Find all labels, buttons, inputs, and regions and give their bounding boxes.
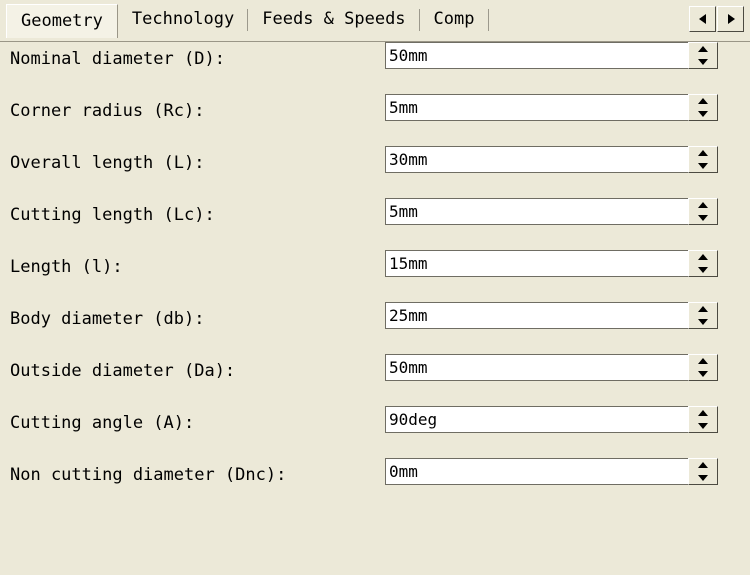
form-row-body-diameter (0, 302, 750, 354)
tab-geometry-label: Geometry (21, 11, 103, 31)
spinner-down-button[interactable] (689, 212, 717, 225)
field-overall-length (385, 146, 718, 173)
spinner-down-button[interactable] (689, 108, 717, 121)
spinner-down-button[interactable] (689, 160, 717, 173)
input-body-diameter[interactable] (385, 302, 688, 329)
spinner-nominal-diameter[interactable] (688, 42, 718, 69)
triangle-down-icon (698, 163, 708, 169)
spinner-corner-radius[interactable] (688, 94, 718, 121)
spinner-down-button[interactable] (689, 420, 717, 433)
form-row-overall-length (0, 146, 750, 198)
spinner-overall-length[interactable] (688, 146, 718, 173)
form-row-length (0, 250, 750, 302)
triangle-up-icon (698, 254, 708, 260)
label-cutting-length: Cutting length (Lc): (10, 205, 215, 225)
form-row-outside-diameter (0, 354, 750, 406)
label-body-diameter: Body diameter (db): (10, 309, 205, 329)
triangle-down-icon (698, 475, 708, 481)
tab-technology[interactable] (118, 4, 248, 35)
label-length: Length (l): (10, 257, 123, 277)
triangle-up-icon (698, 462, 708, 468)
tab-scroll-controls (688, 6, 744, 34)
input-cutting-length[interactable] (385, 198, 688, 225)
triangle-left-icon (699, 14, 706, 24)
input-outside-diameter[interactable] (385, 354, 688, 381)
spinner-outside-diameter[interactable] (688, 354, 718, 381)
label-nominal-diameter: Nominal diameter (D): (10, 49, 225, 69)
tab-technology-label: Technology (131, 9, 235, 29)
input-non-cutting-diameter[interactable] (385, 458, 688, 485)
spinner-down-button[interactable] (689, 472, 717, 485)
triangle-down-icon (698, 371, 708, 377)
field-cutting-angle (385, 406, 718, 433)
spinner-cutting-length[interactable] (688, 198, 718, 225)
spinner-length[interactable] (688, 250, 718, 277)
form-row-corner-radius (0, 94, 750, 146)
triangle-up-icon (698, 306, 708, 312)
form-row-cutting-angle (0, 406, 750, 458)
triangle-down-icon (698, 111, 708, 117)
field-corner-radius (385, 94, 718, 121)
tab-comp-label: Comp (433, 9, 475, 29)
triangle-down-icon (698, 59, 708, 65)
field-length (385, 250, 718, 277)
field-body-diameter (385, 302, 718, 329)
label-cutting-angle: Cutting angle (A): (10, 413, 195, 433)
triangle-up-icon (698, 150, 708, 156)
tab-separator (488, 9, 489, 31)
field-cutting-length (385, 198, 718, 225)
form-row-cutting-length (0, 198, 750, 250)
triangle-right-icon (728, 14, 735, 24)
tab-scroll-right-button[interactable] (717, 6, 744, 32)
input-nominal-diameter[interactable] (385, 42, 688, 69)
label-corner-radius: Corner radius (Rc): (10, 101, 205, 121)
spinner-up-button[interactable] (689, 355, 717, 368)
spinner-up-button[interactable] (689, 43, 717, 56)
tab-list (6, 4, 666, 38)
spinner-up-button[interactable] (689, 95, 717, 108)
form-row-non-cutting-diameter (0, 458, 750, 510)
triangle-up-icon (698, 202, 708, 208)
spinner-cutting-angle[interactable] (688, 406, 718, 433)
triangle-up-icon (698, 98, 708, 104)
spinner-down-button[interactable] (689, 316, 717, 329)
spinner-up-button[interactable] (689, 251, 717, 264)
tab-comp[interactable] (420, 4, 489, 35)
input-overall-length[interactable] (385, 146, 688, 173)
triangle-up-icon (698, 46, 708, 52)
triangle-down-icon (698, 319, 708, 325)
field-non-cutting-diameter (385, 458, 718, 485)
triangle-down-icon (698, 267, 708, 273)
input-length[interactable] (385, 250, 688, 277)
label-overall-length: Overall length (L): (10, 153, 205, 173)
tab-feeds-and-speeds[interactable] (248, 4, 419, 35)
triangle-up-icon (698, 410, 708, 416)
label-non-cutting-diameter: Non cutting diameter (Dnc): (10, 465, 287, 485)
input-cutting-angle[interactable] (385, 406, 688, 433)
spinner-up-button[interactable] (689, 199, 717, 212)
triangle-up-icon (698, 358, 708, 364)
spinner-non-cutting-diameter[interactable] (688, 458, 718, 485)
spinner-up-button[interactable] (689, 459, 717, 472)
field-nominal-diameter (385, 42, 718, 69)
input-corner-radius[interactable] (385, 94, 688, 121)
tab-strip (0, 0, 750, 42)
spinner-up-button[interactable] (689, 303, 717, 316)
tab-scroll-left-button[interactable] (689, 6, 716, 32)
tab-geometry[interactable] (6, 4, 118, 38)
tab-feeds-and-speeds-label: Feeds & Speeds (262, 9, 406, 29)
spinner-down-button[interactable] (689, 368, 717, 381)
spinner-up-button[interactable] (689, 407, 717, 420)
spinner-down-button[interactable] (689, 264, 717, 277)
field-outside-diameter (385, 354, 718, 381)
form-row-nominal-diameter (0, 42, 750, 94)
triangle-down-icon (698, 215, 708, 221)
triangle-down-icon (698, 423, 708, 429)
geometry-form-panel (0, 41, 750, 575)
spinner-up-button[interactable] (689, 147, 717, 160)
spinner-down-button[interactable] (689, 56, 717, 69)
spinner-body-diameter[interactable] (688, 302, 718, 329)
label-outside-diameter: Outside diameter (Da): (10, 361, 236, 381)
